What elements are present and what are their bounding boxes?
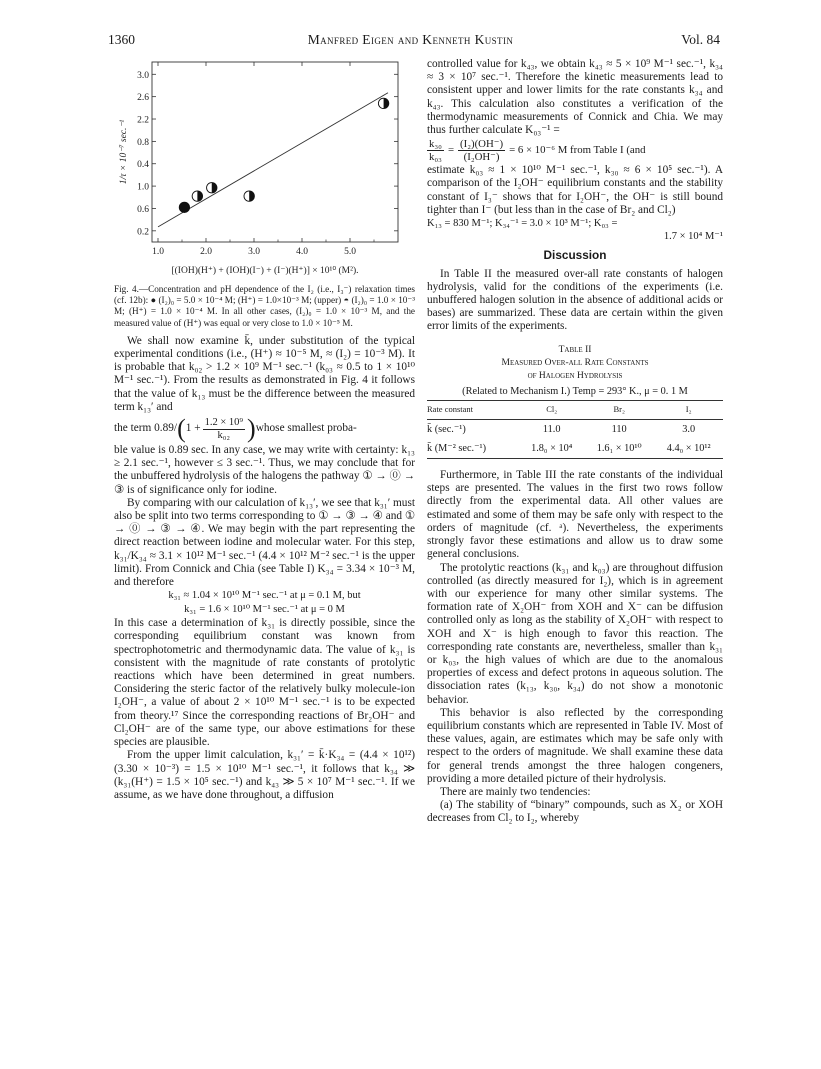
data-table (427, 400, 723, 459)
table-cell: 1.6₁ × 10¹⁰ (584, 439, 654, 459)
x-tick-label: 1.0 (152, 247, 164, 257)
fraction-denominator: (I₂OH⁻) (463, 151, 500, 164)
figure-4-chart (114, 56, 415, 278)
y-tick-label: 0.8 (137, 137, 149, 148)
right-column (427, 58, 723, 826)
fraction-numerator: k₃₀ (429, 138, 442, 151)
table-cell: 1.8₀ × 10⁴ (519, 439, 584, 459)
equation-constants-cont: 1.7 × 10⁴ M⁻¹ (663, 231, 723, 243)
table-cell: 11.0 (542, 423, 561, 435)
volume-label: Vol. 84 (681, 32, 720, 47)
fraction-denominator: k₀₃ (429, 151, 442, 164)
table-header: Cl₂ (519, 401, 584, 419)
paragraph: This behavior is also reflected by the corresponding equilibrium constants which are represented in Table IV. Most of these values, again, are estimates which may be safe only with respect to the orders of magnitude. We shall examine these data for general trends amongst the three halogen congeners, providing a more detailed picture of their hydrolysis. (427, 706, 723, 785)
equation-one: 1 + (185, 422, 201, 435)
table-condition: (Related to Mechanism I.) Temp = 293° K., μ = 0. 1 M (462, 386, 688, 398)
x-tick-label: 3.0 (248, 247, 260, 257)
section-heading: Discussion (543, 248, 607, 263)
paragraph: estimate k₀₃ ≈ 1 × 10¹⁰ M⁻¹ sec.⁻¹, k₃₀ ≈ 6 × 10⁵ sec.⁻¹). A comparison of the I₂OH⁻ equilibrium constants and the stability constant of I₃⁻ shows that for I₂OH⁻, the OH⁻ is still bound tighter than I⁻ (but less than in the case of Br₂ and Cl₂) (427, 164, 723, 216)
fraction (203, 417, 245, 442)
paragraph: By comparing with our calculation of k₁₃′, we see that k₃₁′ must also be split into two terms corresponding to ① → ③ → ④ and ① → ⓪ → ③ → ④. We may begin with the part representing the direct reaction between iodine and molecular water. For this step, k₃₁/K₃₄ ≈ 3.1 × 10¹² M⁻¹ sec.⁻¹ (4.4 × 10¹² M⁻² sec.⁻¹ is the upper limit). From Connick and Chia (see Table I) K₃₄ = 3.34 × 10⁻³ M, and therefore (114, 496, 415, 589)
equation-term (114, 416, 415, 442)
equation-suffix: whose smallest proba- (255, 422, 357, 435)
table-title: Measured Over-all Rate Constants (501, 357, 649, 368)
paragraph: controlled value for k₄₃, we obtain k₄₃ ≈ 5 × 10⁹ M⁻¹ sec.⁻¹, k₃₄ ≈ 3 × 10⁷ sec.⁻¹. Therefore the kinetic measurements lead to consistent upper and lower limits for the rate constants k₃₄ and k₄₃. This calculation also constitutes a verification of the thermodynamic measurements of Connick and Chia. We may thus further calculate K₀₃⁻¹ = (427, 58, 723, 137)
table-title: of Halogen Hydrolysis (527, 371, 623, 382)
data-point-half-fill (212, 183, 217, 193)
x-tick-label: 2.0 (200, 247, 212, 257)
table-row (427, 439, 723, 459)
table-row (427, 419, 723, 439)
y-axis-label: 1/τ × 10⁻⁷ sec.⁻¹ (119, 119, 129, 185)
table-label: Table II (558, 344, 592, 355)
table-cell: k̄ (sec.⁻¹) (427, 423, 466, 435)
table-ii (427, 344, 723, 459)
equation-k31-a: k₃₁ ≈ 1.04 × 10¹⁰ M⁻¹ sec.⁻¹ at μ = 0.1 M, but (168, 590, 361, 602)
y-tick-label: 3.0 (137, 70, 149, 81)
table-cell: 110 (611, 423, 627, 435)
paragraph: In this case a determination of k₃₁ is directly possible, since the corresponding equilibrium constant was known from spectrophotometric and thermodynamic data. The value of k₃₁ is consistent with the magnitude of rate constants of protolytic reactions which have been determined in great numbers. Considering the steric factor of the relatively bulky molecule-ion I₂OH⁻, a value of about 2 × 10¹⁰ M⁻¹ sec.⁻¹ is to be expected from theory.¹⁷ Since the corresponding reactions of Br₂OH⁻ and Cl₂OH⁻ are of the same type, our above estimations for these species are plausible. (114, 617, 415, 749)
y-tick-label: 1.0 (137, 182, 149, 193)
running-header-authors: Manfred Eigen and Kenneth Kustin (307, 32, 514, 47)
equation-tail: = 6 × 10⁻⁶ M from Table I (and (509, 144, 646, 157)
x-tick-label: 5.0 (344, 247, 356, 257)
y-tick-label: 2.2 (137, 115, 149, 126)
y-tick-label: 0.2 (137, 227, 149, 238)
paragraph: The protolytic reactions (k₃₁ and k₀₃) are throughout diffusion controlled (as directly measured for I₂), which is in agreement with our experience for many other similar systems. The formation rate of X₂OH⁻ from XOH and X⁻ can be diffusion controlled only as long as the stability of X₂OH⁻ with respect to XOH and X⁻ is high enough to favor this reaction. The corresponding rate constants are, nevertheless, smaller than k₃₁ or k₀₃, the high values of which are due to the anomalous properties of excess and defect protons in aqueous solution. The dissociation rates (k₁₃, k₃₀, k₃₄) do not show a monotonic behavior. (427, 561, 723, 706)
figure-4 (114, 56, 415, 278)
equation-prefix: the term 0.89/ (114, 422, 178, 435)
equals-sign: = (447, 144, 455, 157)
paragraph: ble value is 0.89 sec. In any case, we may write with certainty: k₁₃ ≥ 2.1 sec.⁻¹, however ≤ 3 sec.⁻¹. Thus, we may conclude that for the unbuffered hydrolysis of the halogens the pathway ① → ⓪ → ③ is of significance only for iodine. (114, 444, 415, 496)
data-point-half-fill (249, 191, 254, 201)
page-number: 1360 (108, 32, 135, 47)
paren-open: ( (177, 414, 186, 444)
table-cell: 4.4₀ × 10¹² (654, 439, 723, 459)
table-header-row (427, 401, 723, 419)
x-tick-label: 4.0 (296, 247, 308, 257)
y-tick-label: 2.6 (137, 93, 149, 104)
table-header: I₂ (654, 401, 723, 419)
fraction-numerator: 1.2 × 10⁹ (204, 416, 244, 428)
data-point-filled (179, 202, 189, 212)
equation-k31-b: k₃₁ = 1.6 × 10¹⁰ M⁻¹ sec.⁻¹ at μ = 0 M (184, 604, 345, 616)
plot-frame (152, 62, 398, 242)
equation-constants: K₁₃ = 830 M⁻¹; K₃₄⁻¹ = 3.0 × 10³ M⁻¹; K₀₃ = (427, 218, 618, 230)
paren-close: ) (247, 414, 256, 444)
fraction-k30-k03 (427, 138, 444, 163)
equation-k03 (427, 138, 723, 163)
fraction-numerator: (I₂)(OH⁻) (460, 138, 504, 151)
left-column (114, 56, 415, 802)
paragraph: In Table II the measured over-all rate constants of halogen hydrolysis, valid for the conditions of the experiments (i.e. unbuffered halogen solution in the absence of additional acids or bases) are summarized. These data are certain within the given error limits of the experiments. (427, 267, 723, 333)
fraction-concentrations (458, 138, 505, 163)
table-cell: 3.0 (682, 423, 696, 435)
data-point-half-fill (197, 191, 202, 201)
paragraph: From the upper limit calculation, k₃₁′ = k̄·K₃₄ = (4.4 × 10¹²) (3.30 × 10⁻³) = 1.5 × 10¹⁰ M⁻¹ sec.⁻¹, it follows that k₃₄ ≫ (k₃₁(H⁺) = 1.5 × 10⁵ sec.⁻¹) and k₄₃ ≫ 5 × 10⁷ M⁻¹ sec.⁻¹. If we assume, as we have done throughout, a diffusion (114, 749, 415, 801)
figure-caption: Fig. 4.—Concentration and pH dependence of the I₂ (i.e., I₃⁻) relaxation times (cf. 12b): ● (I₂)₀ = 5.0 × 10⁻⁴ M; (H⁺) = 1.0×10⁻³ M; (upper) ◓ (I₂)₀ = 1.0 × 10⁻³ M; (H⁺) = 1.0 × 10⁻⁴ M. In all other cases, (I₂)₀ = 1.0 × 10⁻³ M, and the measured value of (H⁺) was equal or very close to 1.0 × 10⁻⁵ M. (114, 284, 415, 328)
table-header: Br₂ (584, 401, 654, 419)
x-axis-label: [(IOH)(H⁺) + (IOH)(I⁻) + (I⁻)(H⁺)] × 10¹⁰ (M²). (171, 266, 359, 276)
y-tick-label: 0.4 (137, 160, 149, 171)
data-point-half-fill (384, 98, 389, 108)
table-cell: k̄ (M⁻² sec.⁻¹) (427, 439, 519, 459)
table-header: Rate constant (427, 401, 519, 419)
fit-line (158, 93, 388, 227)
paragraph: We shall now examine k̄, under substitution of the typical experimental conditions (i.e., (H⁺) ≈ 10⁻⁵ M, ≈ (I₂) = 10⁻³ M). It is probable that k₀₂ > 1.2 × 10⁹ M⁻¹ sec.⁻¹ (k₀₃ ≈ 0.5 to 1 × 10¹⁰ M⁻¹ sec.⁻¹). From the results as demonstrated in Fig. 4 it follows that the value of k₁₃ must be the difference between the measured term k₁₃′ and (114, 334, 415, 413)
paragraph: (a) The stability of “binary” compounds, such as X₂ or XOH decreases from Cl₂ to I₂, whereby (427, 799, 723, 825)
y-tick-label: 0.6 (137, 204, 149, 215)
paragraph: Furthermore, in Table III the rate constants of the individual steps are presented. The values in the first two rows follow directly from the experimental data. All other values are estimated and some of them may be safe only with respect to the orders of magnitude (cf. ᵃ). Nevertheless, the experiments strongly favor these estimations and allow us to draw some general conclusions. (427, 469, 723, 561)
fraction-denominator: k₀₂ (217, 429, 231, 441)
paragraph: There are mainly two tendencies: (440, 785, 591, 798)
